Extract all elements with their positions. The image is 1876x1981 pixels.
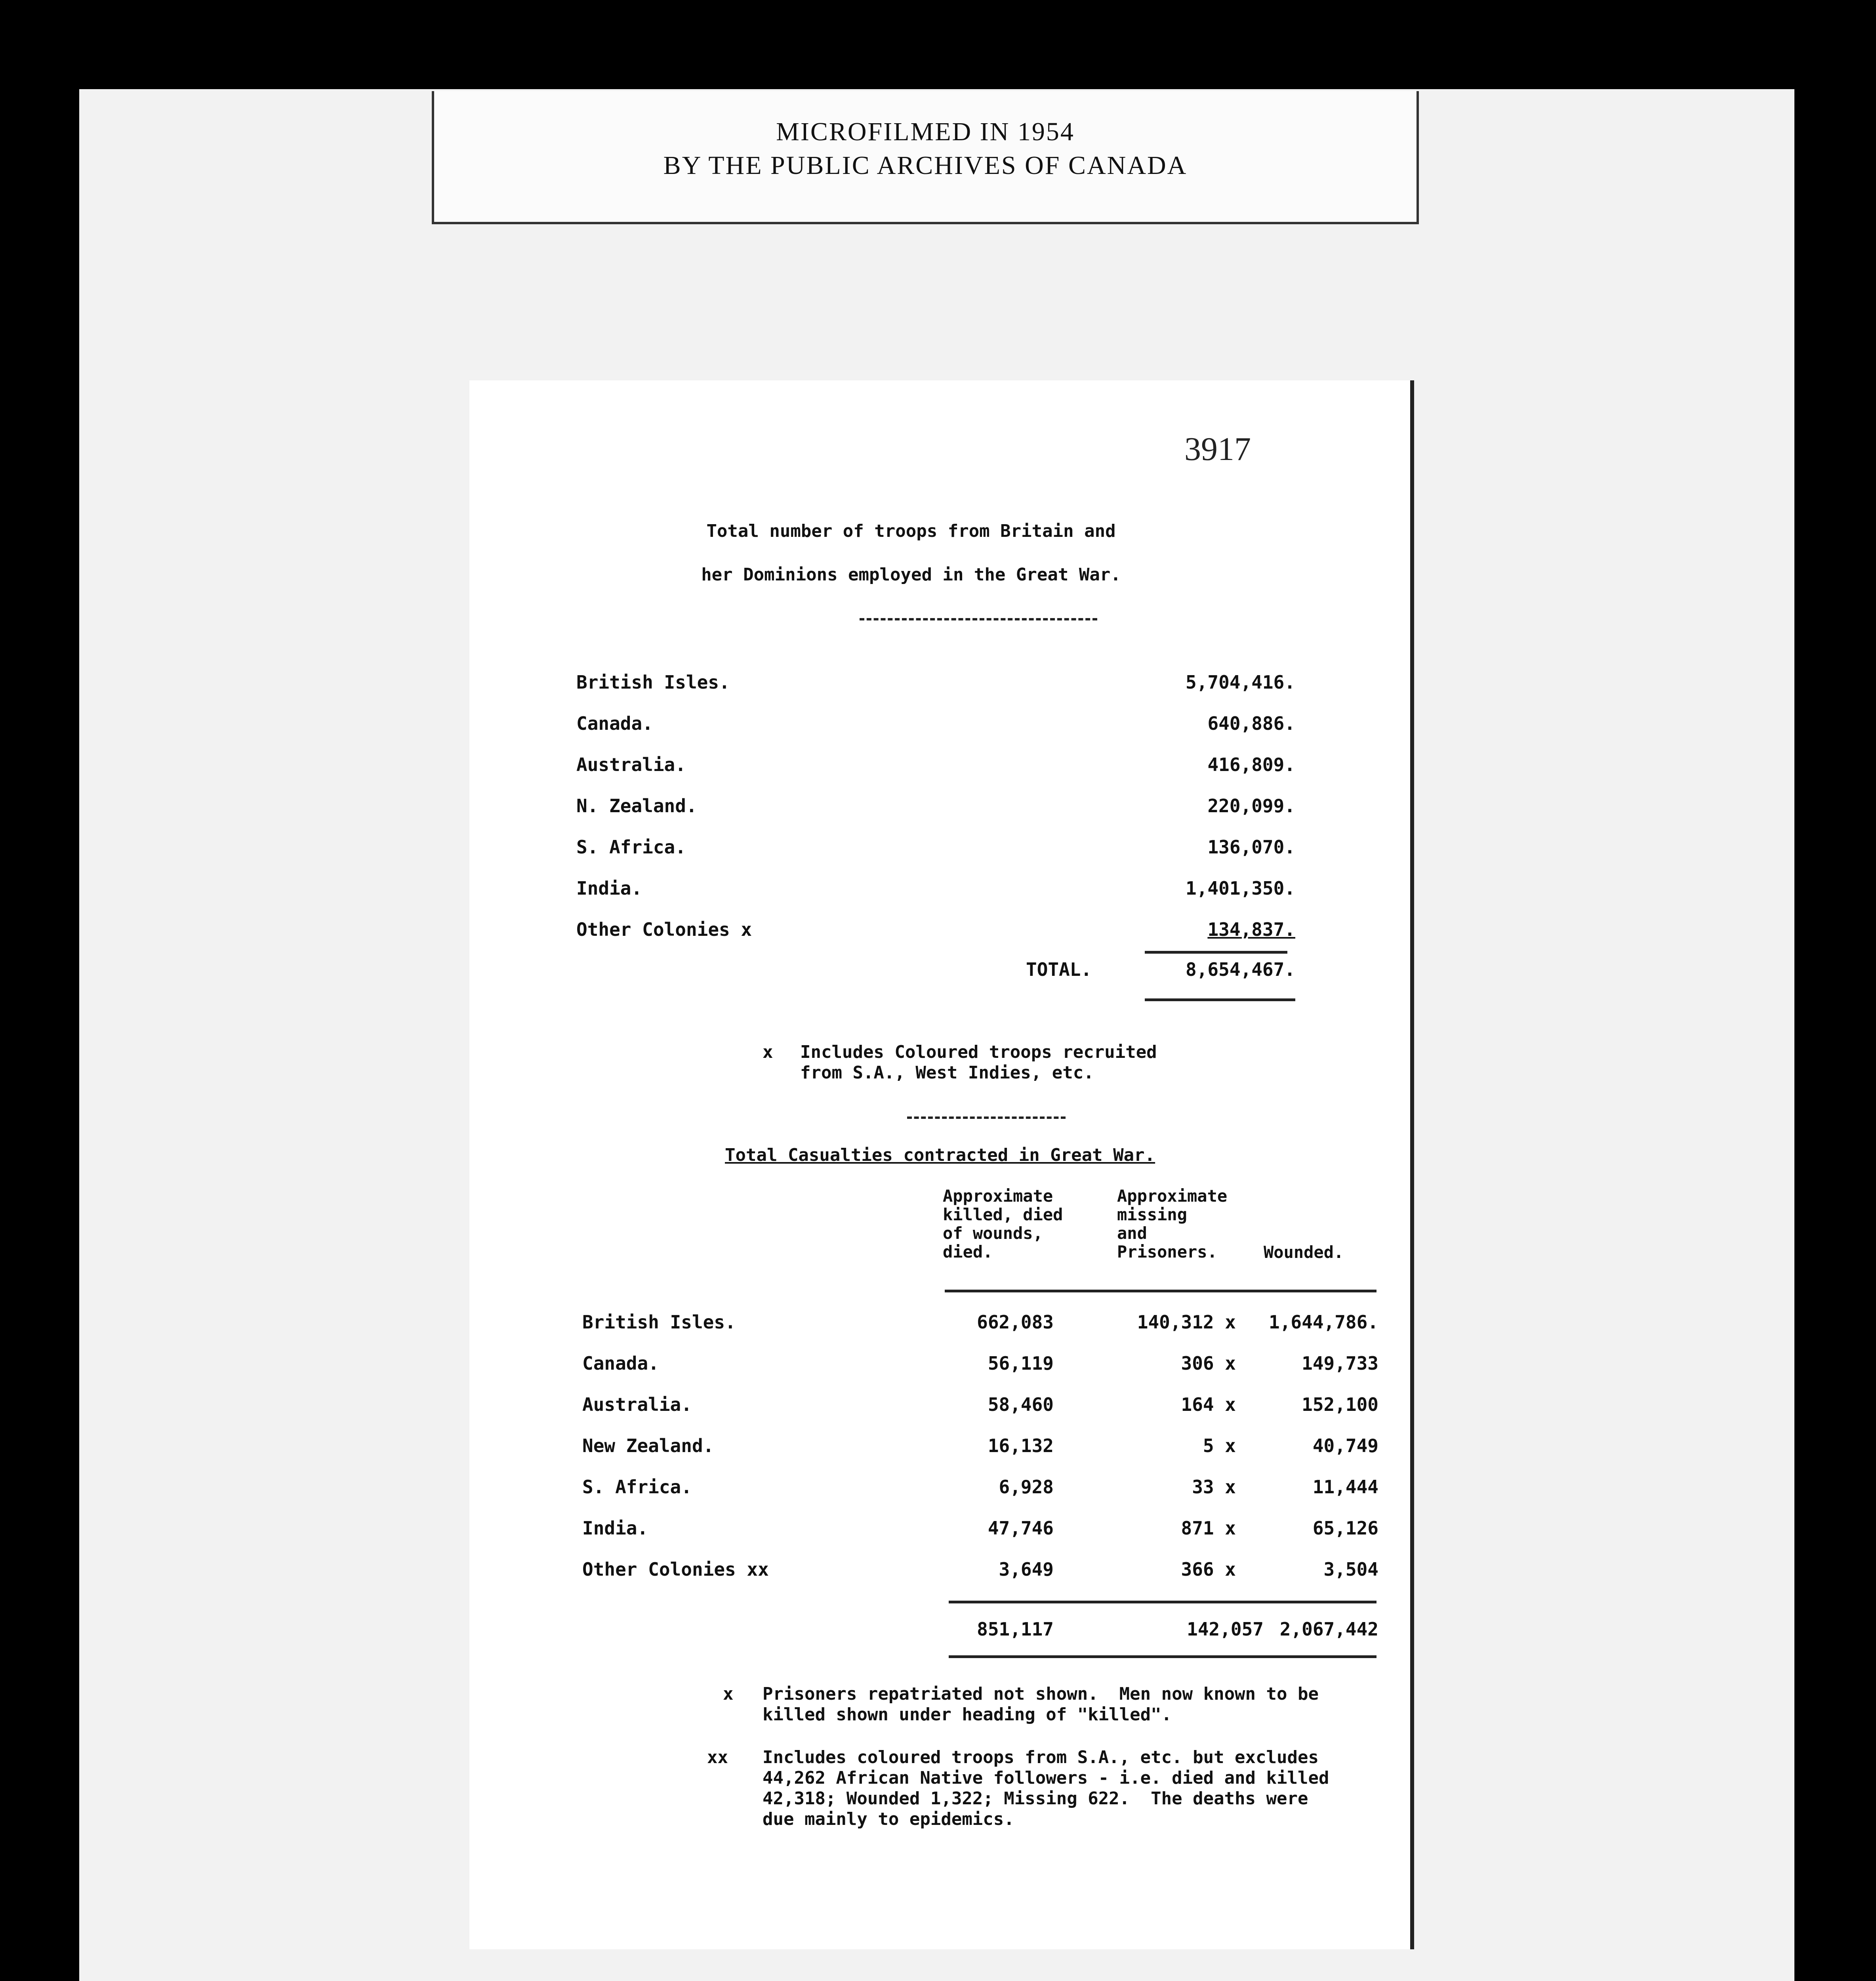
stamp-line-1: MICROFILMED IN 1954 bbox=[776, 117, 1075, 146]
troops-row-value: 134,837. bbox=[1207, 919, 1295, 940]
casualty-row-missing: 306 x bbox=[1181, 1353, 1236, 1374]
casualty-row-missing: 366 x bbox=[1181, 1559, 1236, 1580]
note-1-marker: x bbox=[723, 1684, 734, 1704]
total-rule bbox=[1145, 998, 1295, 1001]
casualty-row-wounded: 149,733 bbox=[1302, 1353, 1378, 1374]
casualty-row-wounded: 11,444 bbox=[1312, 1476, 1378, 1498]
microfilm-stamp bbox=[432, 91, 1419, 224]
note-2-marker: xx bbox=[707, 1747, 728, 1767]
troops-row-value: 1,401,350. bbox=[1186, 878, 1295, 899]
divider bbox=[907, 1116, 1066, 1119]
troops-row-label: India. bbox=[576, 878, 642, 899]
note-1: Prisoners repatriated not shown. Men now known to be killed shown under heading of "killed". bbox=[763, 1684, 1319, 1725]
casualty-row-label: Canada. bbox=[582, 1353, 659, 1374]
casualty-row-missing: 33 x bbox=[1192, 1476, 1236, 1498]
totals-rule-top bbox=[949, 1601, 1376, 1603]
casualty-row-wounded: 40,749 bbox=[1312, 1435, 1378, 1456]
casualty-row-wounded: 65,126 bbox=[1312, 1517, 1378, 1539]
casualty-row-missing: 871 x bbox=[1181, 1517, 1236, 1539]
casualty-row-wounded: 152,100 bbox=[1302, 1394, 1378, 1415]
casualty-row-killed: 3,649 bbox=[999, 1559, 1054, 1580]
troops-row-label: Other Colonies x bbox=[576, 919, 752, 940]
troops-row-label: Canada. bbox=[576, 713, 653, 734]
casualty-row-label: India. bbox=[582, 1517, 648, 1539]
header-wounded: Wounded. bbox=[1264, 1242, 1344, 1262]
casualty-row-label: Other Colonies xx bbox=[582, 1559, 769, 1580]
troops-title-line-2: her Dominions employed in the Great War. bbox=[701, 565, 1121, 585]
casualty-row-label: Australia. bbox=[582, 1394, 692, 1415]
note-2: Includes coloured troops from S.A., etc. but excludes 44,262 African Native followers - i.e. died and killed 42,318; Wounded 1,322; Missing 622. The deaths were due mainly to epidemics. bbox=[763, 1747, 1329, 1829]
troops-footnote-line-1: Includes Coloured troops recruited bbox=[800, 1042, 1157, 1062]
casualty-row-killed: 56,119 bbox=[988, 1353, 1054, 1374]
troops-title-line-1: Total number of troops from Britain and bbox=[706, 521, 1116, 541]
troops-total-label: TOTAL. bbox=[1026, 959, 1092, 980]
casualty-row-killed: 16,132 bbox=[988, 1435, 1054, 1456]
casualty-row-wounded: 1,644,786. bbox=[1269, 1311, 1378, 1333]
troops-total-value: 8,654,467. bbox=[1186, 959, 1295, 980]
casualty-row-label: New Zealand. bbox=[582, 1435, 714, 1456]
casualty-row-killed: 58,460 bbox=[988, 1394, 1054, 1415]
casualty-row-missing: 164 x bbox=[1181, 1394, 1236, 1415]
divider bbox=[860, 618, 1097, 620]
casualty-row-killed: 47,746 bbox=[988, 1517, 1054, 1539]
page-number: 3917 bbox=[1184, 431, 1251, 468]
troops-row-label: Australia. bbox=[576, 754, 686, 775]
casualty-row-missing: 5 x bbox=[1203, 1435, 1236, 1456]
casualties-title: Total Casualties contracted in Great War. bbox=[725, 1145, 1155, 1165]
troops-row-value: 220,099. bbox=[1207, 795, 1295, 817]
stamp-line-2: BY THE PUBLIC ARCHIVES OF CANADA bbox=[663, 151, 1188, 180]
total-wounded: 2,067,442 bbox=[1279, 1618, 1378, 1640]
totals-rule-bottom bbox=[949, 1655, 1376, 1658]
troops-row-value: 5,704,416. bbox=[1186, 672, 1295, 693]
total-missing: 142,057 bbox=[1187, 1618, 1264, 1640]
troops-footnote-marker: x bbox=[763, 1042, 773, 1062]
casualty-row-killed: 6,928 bbox=[999, 1476, 1054, 1498]
troops-row-label: British Isles. bbox=[576, 672, 730, 693]
troops-row-label: S. Africa. bbox=[576, 836, 686, 858]
troops-row-value: 640,886. bbox=[1207, 713, 1295, 734]
header-killed: Approximate killed, died of wounds, died. bbox=[943, 1186, 1063, 1262]
casualty-row-missing: 140,312 x bbox=[1137, 1311, 1236, 1333]
troops-row-value: 416,809. bbox=[1207, 754, 1295, 775]
troops-footnote-line-2: from S.A., West Indies, etc. bbox=[800, 1063, 1094, 1083]
total-killed: 851,117 bbox=[977, 1618, 1054, 1640]
header-missing: Approximate missing and Prisoners. bbox=[1117, 1186, 1228, 1262]
casualty-row-wounded: 3,504 bbox=[1323, 1559, 1378, 1580]
casualty-row-label: British Isles. bbox=[582, 1311, 736, 1333]
subtotal-rule bbox=[1145, 951, 1287, 954]
casualty-row-killed: 662,083 bbox=[977, 1311, 1054, 1333]
casualty-row-label: S. Africa. bbox=[582, 1476, 692, 1498]
header-rule bbox=[945, 1290, 1376, 1292]
troops-row-label: N. Zealand. bbox=[576, 795, 697, 817]
troops-row-value: 136,070. bbox=[1207, 836, 1295, 858]
